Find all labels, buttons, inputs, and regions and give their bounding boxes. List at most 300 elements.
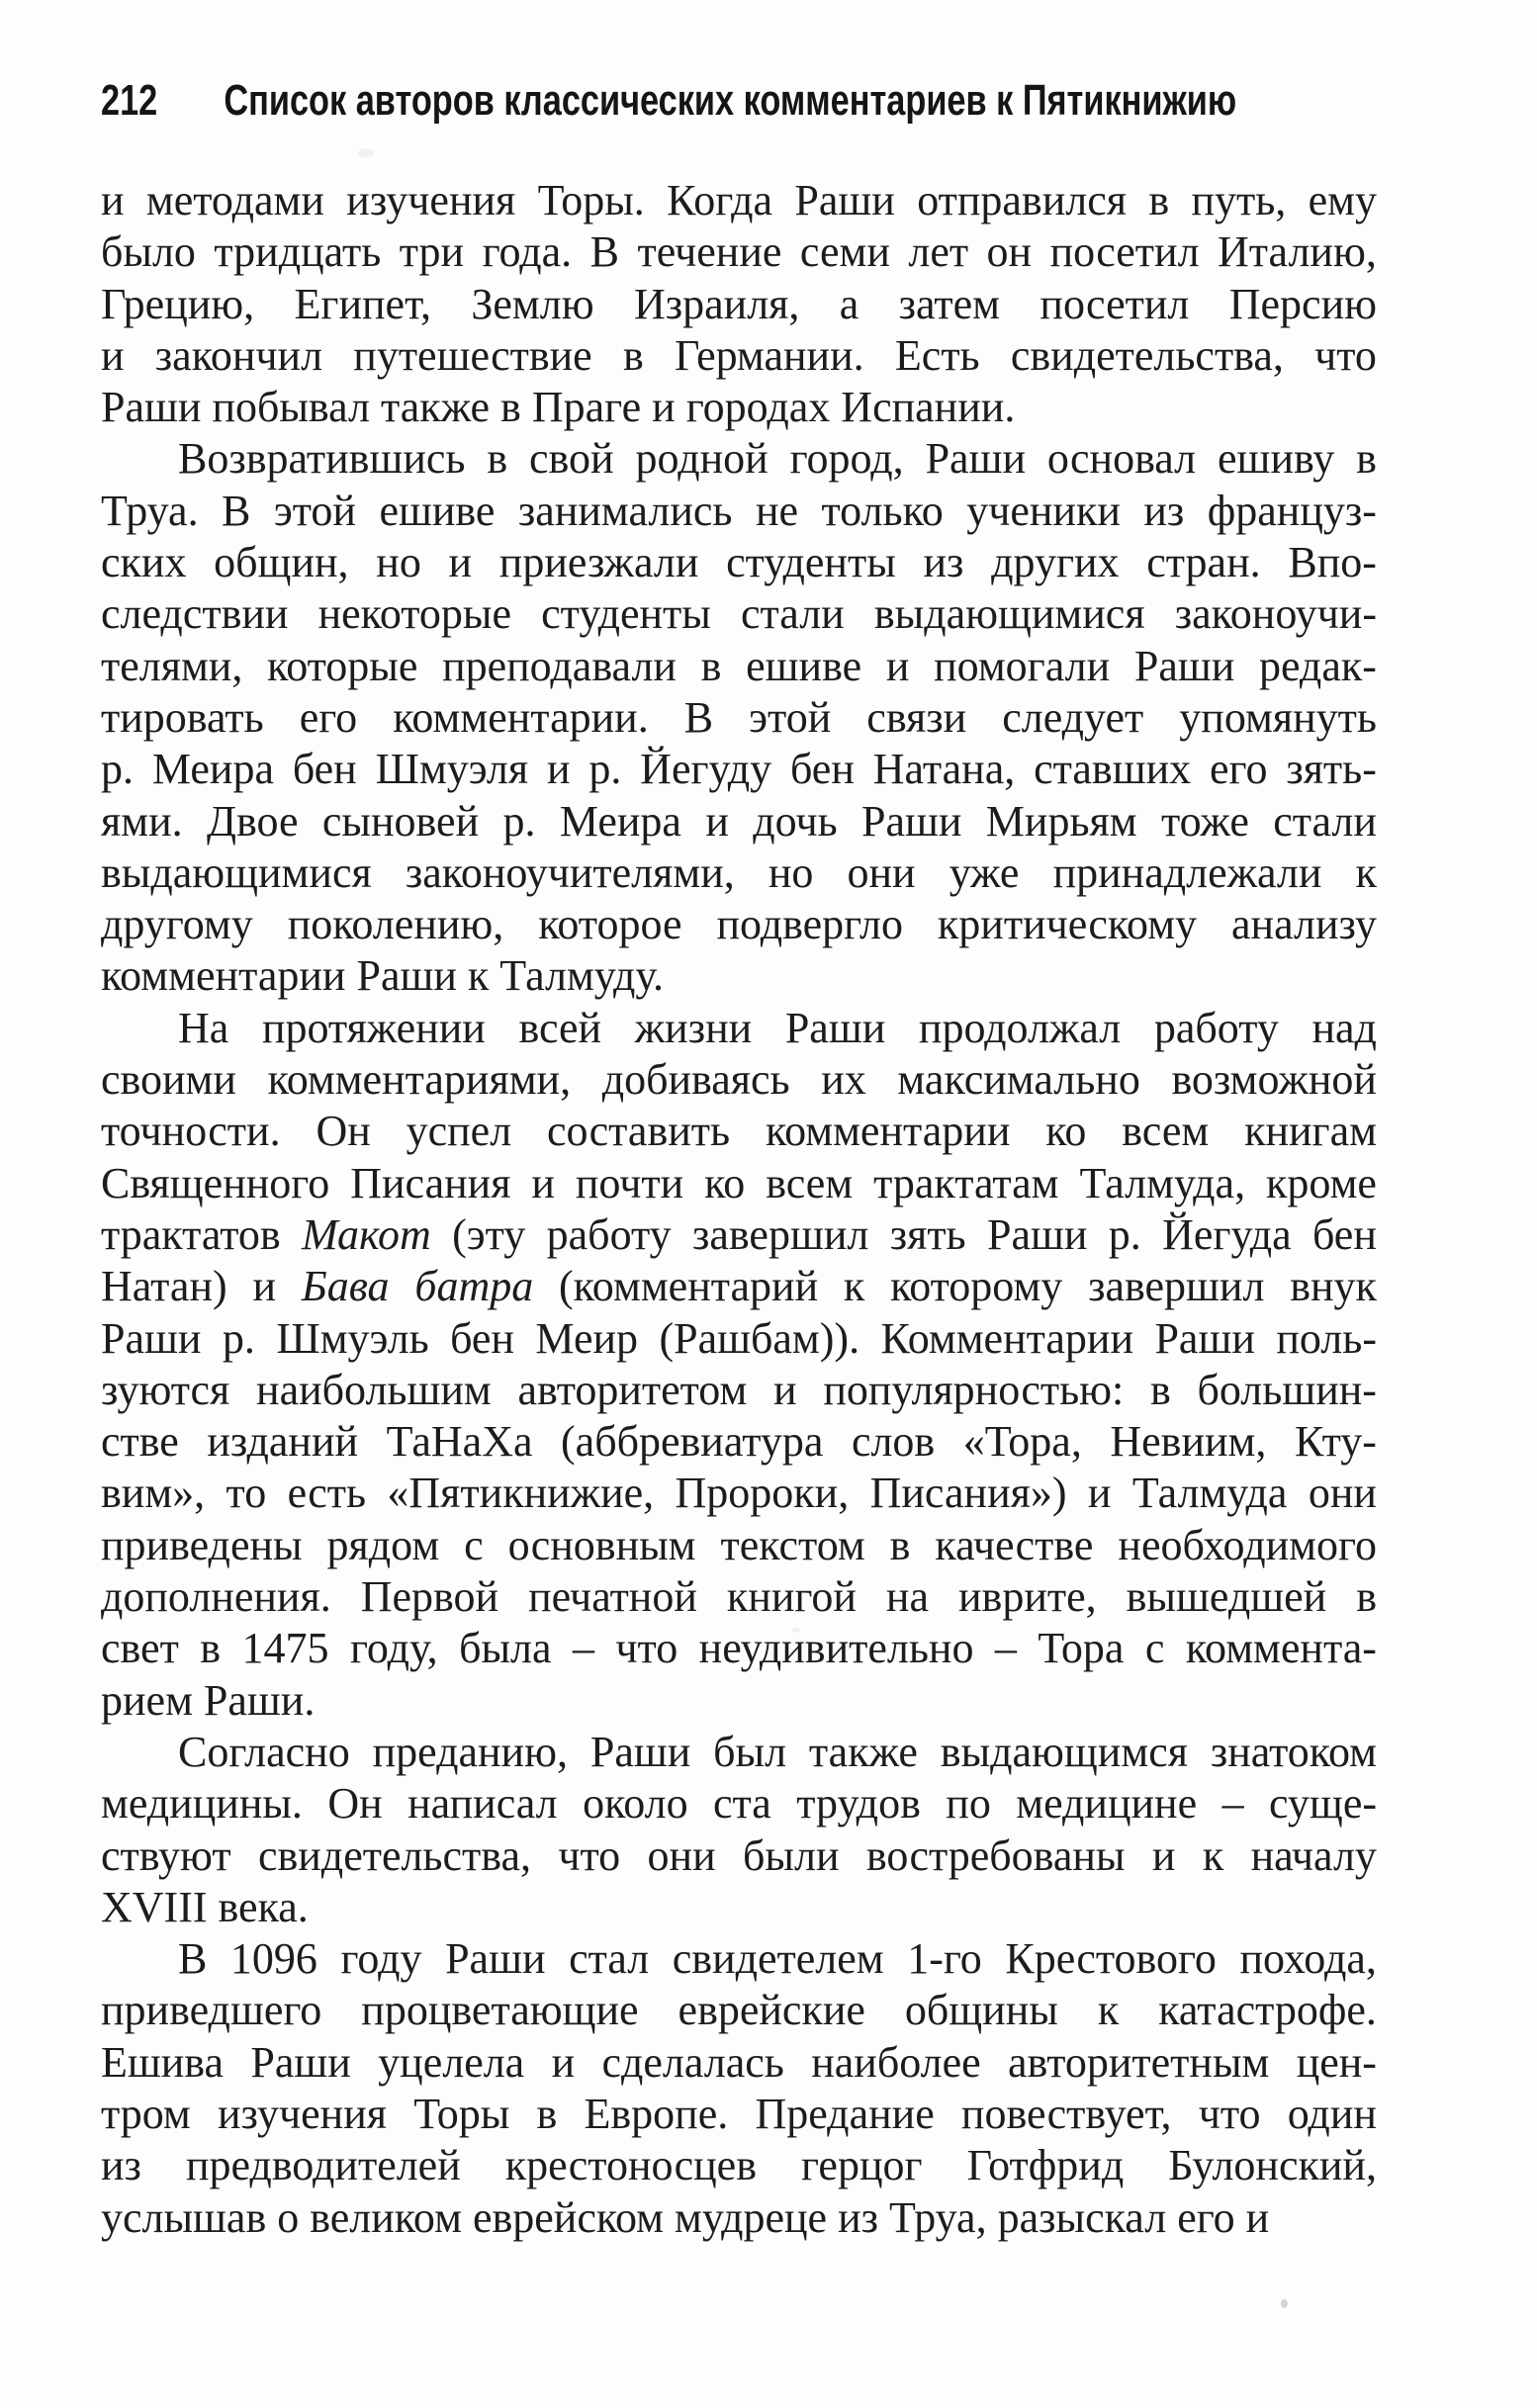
text-line [101, 692, 1377, 744]
word: Он [316, 1107, 371, 1156]
word: изданий [207, 1417, 359, 1467]
text-line [101, 1054, 1377, 1106]
word: Раши. [203, 1675, 316, 1725]
word: его [1209, 745, 1268, 794]
word: изучения [217, 2089, 387, 2138]
word: В [589, 227, 619, 277]
word: качестве [935, 1520, 1094, 1569]
text-line [101, 1623, 1377, 1674]
word: слов [851, 1417, 936, 1467]
word: анализу [1231, 900, 1377, 949]
word: р. [588, 745, 622, 794]
word: Раши [101, 383, 202, 432]
text-line [101, 486, 1377, 537]
text-line [101, 433, 1377, 485]
text-line [101, 1261, 1377, 1312]
word: (Рашбам)). [659, 1313, 860, 1363]
word: протяжении [261, 1003, 486, 1052]
word: связи [866, 692, 967, 742]
text-line [101, 588, 1377, 640]
word: бен [789, 745, 855, 794]
word: он [986, 227, 1033, 277]
text-line [101, 1365, 1377, 1416]
word: зуются [101, 1365, 230, 1414]
text-line [101, 1985, 1377, 2036]
word: завершил [692, 1209, 869, 1259]
word: и [101, 176, 125, 224]
word: над [1311, 1003, 1377, 1052]
word: Раши [784, 1003, 886, 1052]
word: Шмуэль [276, 1313, 429, 1363]
word: по [946, 1779, 991, 1828]
word: успел [406, 1107, 512, 1156]
word: Раши [986, 1209, 1088, 1259]
word: в [700, 641, 722, 690]
word: ученики [966, 486, 1121, 535]
word: ко [704, 1158, 746, 1207]
word: к [1355, 847, 1377, 897]
word: сделалась [601, 2037, 784, 2087]
text-line [101, 1727, 1377, 1778]
word: отправился [917, 176, 1127, 224]
word: следствии [101, 589, 289, 639]
scan-speck [358, 148, 374, 157]
word: поколению, [287, 900, 504, 949]
word: трактатам [873, 1158, 1059, 1207]
word: Натан) [101, 1262, 227, 1311]
word: цен- [1296, 2037, 1377, 2087]
word: с [464, 1520, 484, 1569]
word: ТаНаХа [386, 1417, 533, 1467]
word: трудов [796, 1779, 921, 1828]
word: на [885, 1572, 929, 1622]
word: изучения [346, 176, 516, 224]
word: Раши [589, 1727, 691, 1776]
word: всем [766, 1158, 854, 1207]
word: коммента- [1185, 1624, 1377, 1673]
word: (комментарий [559, 1262, 819, 1311]
word: также [381, 383, 491, 432]
word: Мирьям [985, 796, 1137, 846]
word: Талмуда [1131, 1469, 1288, 1518]
word: методами [145, 176, 324, 224]
word: ями. [101, 796, 183, 846]
word: семи [799, 227, 890, 277]
word: его [299, 692, 358, 742]
word: Тора [1038, 1624, 1125, 1673]
word: Ешива [101, 2037, 225, 2087]
word: они [1308, 1469, 1377, 1518]
word: Шмуэля [375, 745, 529, 794]
word: бен [450, 1313, 514, 1363]
word: добиваясь [601, 1055, 790, 1105]
word: тировать [101, 692, 264, 742]
word: ствуют [101, 1830, 231, 1880]
word: суще- [1268, 1779, 1377, 1828]
word: необходимого [1118, 1520, 1377, 1569]
word: Йегуду [640, 745, 772, 794]
word: стали [740, 589, 845, 639]
word: предводителей [185, 2141, 461, 2190]
word: было [101, 227, 196, 277]
word: 1475 [241, 1624, 329, 1673]
word: дочь [753, 796, 838, 846]
text-line [101, 1520, 1377, 1571]
text-line [101, 2037, 1377, 2089]
word: лет [908, 227, 969, 277]
word: уже [949, 847, 1020, 897]
text-line [101, 641, 1377, 692]
word: Готфрид [966, 2141, 1125, 2190]
text-line [101, 175, 1377, 226]
word: Испании. [841, 383, 1016, 432]
word: их [821, 1055, 866, 1105]
word: что [1314, 330, 1377, 380]
page-header [101, 76, 1237, 125]
word: закончил [154, 330, 323, 380]
text-line [101, 226, 1377, 278]
word: затем [898, 279, 1001, 328]
word: мудреце [675, 2192, 828, 2242]
word: путешествие [353, 330, 592, 380]
word: наиболее [811, 2037, 981, 2087]
word: студенты [726, 538, 896, 587]
word: комментарии [765, 1107, 1011, 1156]
text-line [101, 330, 1377, 382]
word: работу [546, 1209, 672, 1259]
text-line [101, 1209, 1377, 1261]
word: Булонский, [1168, 2141, 1377, 2190]
word: знатоком [1210, 1727, 1377, 1776]
word: Йегуда [1162, 1209, 1292, 1259]
word: Израиля, [633, 279, 800, 328]
page-number: 212 [101, 76, 158, 125]
text-line [101, 847, 1377, 899]
word: началу [1250, 1830, 1377, 1880]
paragraph [101, 175, 1377, 433]
word: его [1177, 2192, 1235, 2242]
word: бен [1312, 1209, 1377, 1259]
word: в [487, 434, 508, 484]
word: а [839, 279, 859, 328]
word: и [252, 1262, 276, 1311]
word: года. [482, 227, 573, 277]
word: Он [327, 1779, 383, 1828]
word: Землю [471, 279, 594, 328]
word: ко [1045, 1107, 1087, 1156]
word: основным [507, 1520, 696, 1569]
word: р. [101, 745, 134, 794]
text-line [101, 2192, 1377, 2244]
text-line [101, 1003, 1377, 1054]
word: они [847, 847, 916, 897]
word: (эту [452, 1209, 526, 1259]
word: кроме [1266, 1158, 1377, 1207]
word: Раши [356, 951, 457, 1001]
word: ешиве [746, 641, 862, 690]
word: авторитетным [1008, 2037, 1270, 2087]
word: выдающимся [940, 1727, 1188, 1776]
word: француз- [1207, 486, 1377, 535]
word: Торы [413, 2089, 510, 2138]
word: Комментарии [880, 1313, 1134, 1363]
word: ешиве [379, 486, 496, 535]
word: Первой [360, 1572, 499, 1622]
word: комментарии [101, 951, 346, 1001]
word: Меир [535, 1313, 639, 1363]
word: и [448, 538, 473, 587]
word: – [572, 1624, 594, 1673]
word: Египет, [294, 279, 431, 328]
word: Раши [861, 796, 962, 846]
paragraph [101, 1933, 1377, 2244]
word: завершил [1088, 1262, 1265, 1311]
word: свидетельства, [257, 1830, 531, 1880]
word: максимально [897, 1055, 1140, 1105]
word: свет [101, 1624, 179, 1673]
word: побывал [212, 383, 371, 432]
word: рием [101, 1675, 193, 1725]
word: Писания [350, 1158, 511, 1207]
word: городах [685, 383, 831, 432]
word: Меира [151, 745, 274, 794]
word: тоже [1160, 796, 1249, 846]
word: в [1148, 176, 1170, 224]
word: и [101, 330, 125, 380]
text-line [101, 796, 1377, 847]
text-line [101, 1468, 1377, 1519]
text-line [101, 537, 1377, 588]
word: продолжал [918, 1003, 1122, 1052]
word: к [1202, 1830, 1224, 1880]
word: в [1149, 1365, 1171, 1414]
word: которые [267, 641, 418, 690]
word: общины [904, 1986, 1058, 2035]
word: приведшего [101, 1986, 322, 2035]
word: три [399, 227, 465, 277]
word: в [889, 1520, 911, 1569]
word: из [101, 2141, 141, 2190]
word: и [1151, 1830, 1176, 1880]
word: и [551, 2037, 576, 2087]
text-line [101, 1675, 1377, 1727]
word: (аббревиатура [561, 1417, 824, 1467]
word: которое [538, 900, 682, 949]
word: ешиву [1218, 434, 1335, 484]
word: и [773, 1365, 797, 1414]
word: Крестового [1005, 1934, 1217, 1984]
word: из [1143, 486, 1185, 535]
word: другому [101, 900, 253, 949]
paragraph [101, 1727, 1377, 1933]
word: к [843, 1262, 865, 1311]
word: – [1221, 1779, 1244, 1828]
word: и [885, 641, 910, 690]
word: Кту- [1294, 1417, 1377, 1467]
word: Раши [794, 176, 895, 224]
word: и [652, 383, 676, 432]
word: была [459, 1624, 552, 1673]
word: Раши [250, 2037, 351, 2087]
word: На [178, 1003, 229, 1052]
word: но [768, 847, 814, 897]
word: Торы. [537, 176, 645, 224]
word: стал [569, 1934, 650, 1984]
word: основал [1046, 434, 1197, 484]
word: р. [502, 796, 536, 846]
word: р. [222, 1313, 255, 1363]
word: востребованы [865, 1830, 1126, 1880]
word: поль- [1276, 1313, 1377, 1363]
word: – [994, 1624, 1017, 1673]
word: услышав [101, 2192, 267, 2242]
word: написал [407, 1779, 558, 1828]
word: занимались [517, 486, 733, 535]
word: всем [1122, 1107, 1210, 1156]
text-line [101, 279, 1377, 330]
word: в [1356, 434, 1377, 484]
word: Италию, [1218, 227, 1377, 277]
word: посетил [1049, 227, 1200, 277]
word: иврите, [958, 1572, 1097, 1622]
word: стали [1273, 796, 1377, 846]
word: течение [637, 227, 782, 277]
italic-word: батра [414, 1262, 534, 1311]
word: всей [518, 1003, 602, 1052]
word: Германии. [674, 330, 864, 380]
text-line [101, 1830, 1377, 1882]
word: в [536, 2089, 558, 2138]
running-title: Список авторов классических комментариев к Пятикнижию [224, 76, 1237, 125]
word: о [277, 2192, 300, 2242]
word: разыскал [997, 2192, 1167, 2242]
word: тридцать [214, 227, 382, 277]
word: 1096 [229, 1934, 317, 1984]
word: году [340, 1934, 422, 1984]
word: есть [287, 1469, 367, 1518]
word: Двое [206, 796, 299, 846]
word: точности. [101, 1107, 281, 1156]
word: что [558, 1830, 621, 1880]
word: комментарии. [393, 692, 649, 742]
word: посетил [1040, 279, 1190, 328]
word: приведены [101, 1520, 303, 1569]
word: катастрофе. [1158, 1986, 1377, 2035]
word: В [222, 486, 251, 535]
word: уцелела [378, 2037, 525, 2087]
word: в [500, 383, 521, 432]
word: ему [1308, 176, 1377, 224]
text-line [101, 1882, 1377, 1933]
word: большин- [1197, 1365, 1377, 1414]
word: общин, [214, 538, 349, 587]
word: этой [749, 692, 832, 742]
word: сыновей [321, 796, 480, 846]
word: тром [101, 2089, 191, 2138]
word: редак- [1258, 641, 1377, 690]
text-line [101, 1416, 1377, 1468]
word: книгой [726, 1572, 857, 1622]
word: что [615, 1624, 678, 1673]
word: текстом [720, 1520, 865, 1569]
word: что [1198, 2089, 1261, 2138]
word: Натана, [872, 745, 1016, 794]
word: выдающимися [873, 589, 1145, 639]
word: книгам [1244, 1107, 1377, 1156]
word: ских [101, 538, 187, 587]
word: также [808, 1727, 918, 1776]
word: В [178, 1934, 208, 1984]
word: Предание [755, 2089, 935, 2138]
word: в [200, 1624, 222, 1673]
word: Возвратившись [178, 434, 466, 484]
word: выдающимися [101, 847, 372, 897]
word: путь, [1191, 176, 1287, 224]
word: преподавали [442, 641, 677, 690]
text-line [101, 382, 1377, 433]
word: процветающие [361, 1986, 639, 2035]
word: к [467, 951, 490, 1001]
word: р. [1108, 1209, 1141, 1259]
word: «Пятикнижие, [387, 1469, 655, 1518]
text-line [101, 899, 1377, 950]
word: Персию [1228, 279, 1377, 328]
word: наибольшим [256, 1365, 492, 1414]
word: следует [1002, 692, 1144, 742]
word: Труа, [889, 2192, 987, 2242]
word: бен [292, 745, 357, 794]
italic-word: Бава [301, 1262, 390, 1311]
word: рядом [326, 1520, 440, 1569]
word: Священного [101, 1158, 330, 1207]
word: около [583, 1779, 688, 1828]
paragraph [101, 433, 1377, 1002]
text-line [101, 1158, 1377, 1209]
word: только [821, 486, 944, 535]
word: стве [101, 1417, 179, 1467]
word: с [1144, 1624, 1165, 1673]
page-body [101, 175, 1377, 2244]
word: герцог [800, 2141, 923, 2190]
word: ста [713, 1779, 771, 1828]
word: медицины. [101, 1779, 303, 1828]
word: Праге [531, 383, 642, 432]
word: студенты [541, 589, 711, 639]
word: был [713, 1727, 787, 1776]
word: Талмуду. [499, 951, 665, 1001]
word: зять [889, 1209, 966, 1259]
word: критическому [937, 900, 1198, 949]
italic-word: Макот [302, 1209, 431, 1259]
word: город, [789, 434, 904, 484]
text-line [101, 1106, 1377, 1157]
word: и [705, 796, 729, 846]
word: упомянуть [1179, 692, 1377, 742]
word: печатной [528, 1572, 697, 1622]
word: трактатов [101, 1209, 281, 1259]
word: и [1245, 2192, 1270, 2242]
word: Согласно [178, 1727, 350, 1776]
word: принадлежали [1052, 847, 1322, 897]
word: ставших [1034, 745, 1192, 794]
word: из [838, 2192, 879, 2242]
word: Грецию, [101, 279, 255, 328]
word: вышедшей [1126, 1572, 1327, 1622]
word: из [923, 538, 964, 587]
word: году, [349, 1624, 438, 1673]
text-line [101, 1313, 1377, 1365]
word: телями, [101, 641, 243, 690]
